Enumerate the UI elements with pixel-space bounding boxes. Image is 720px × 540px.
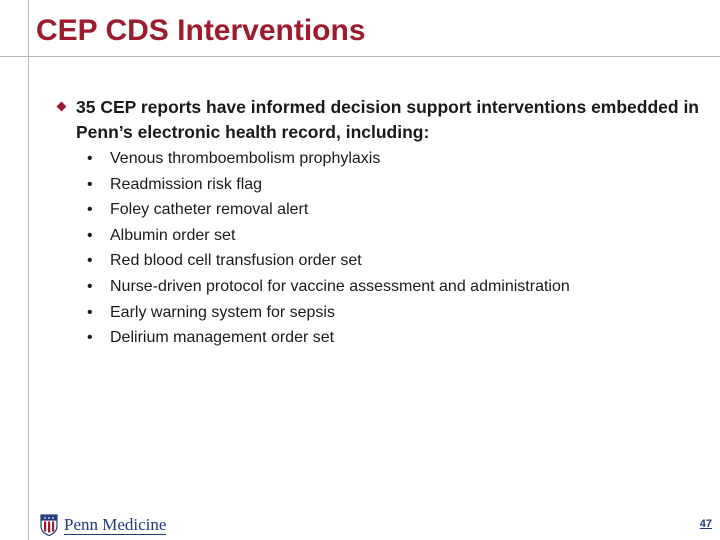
- slide-title: CEP CDS Interventions: [36, 14, 366, 47]
- list-item: [87, 274, 570, 300]
- main-bullet-text: 35 CEP reports have informed decision support interventions embedded in Penn’s electronic health record, including:: [76, 97, 700, 142]
- list-item-text: Readmission risk flag: [110, 175, 263, 193]
- left-margin-line: [28, 0, 29, 540]
- intervention-list: [87, 146, 570, 351]
- list-item: [87, 146, 570, 172]
- bullet-icon: •: [87, 329, 93, 347]
- list-item: [87, 325, 570, 351]
- bullet-icon: •: [87, 303, 93, 321]
- list-item: [87, 197, 570, 223]
- page-number: 47: [699, 518, 712, 530]
- list-item: [87, 172, 570, 198]
- main-bullet: [60, 95, 700, 145]
- penn-medicine-logo: [40, 512, 166, 538]
- bullet-icon: •: [87, 175, 93, 193]
- list-item: [87, 248, 570, 274]
- list-item-text: Red blood cell transfusion order set: [110, 252, 362, 270]
- list-item-text: Foley catheter removal alert: [110, 201, 309, 219]
- bullet-icon: •: [87, 252, 93, 270]
- header-divider: [0, 56, 720, 57]
- list-item: [87, 300, 570, 326]
- list-item-text: Albumin order set: [110, 226, 236, 244]
- list-item-text: Nurse-driven protocol for vaccine assessment and administration: [110, 277, 570, 295]
- list-item: [87, 223, 570, 249]
- list-item-text: Delirium management order set: [110, 329, 335, 347]
- bullet-icon: •: [87, 226, 93, 244]
- bullet-icon: •: [87, 201, 93, 219]
- bullet-icon: •: [87, 277, 93, 295]
- list-item-text: Venous thromboembolism prophylaxis: [110, 150, 381, 167]
- bullet-icon: •: [87, 150, 93, 167]
- shield-icon: [40, 514, 58, 536]
- logo-text: Penn Medicine: [64, 514, 167, 534]
- list-item-text: Early warning system for sepsis: [110, 303, 335, 321]
